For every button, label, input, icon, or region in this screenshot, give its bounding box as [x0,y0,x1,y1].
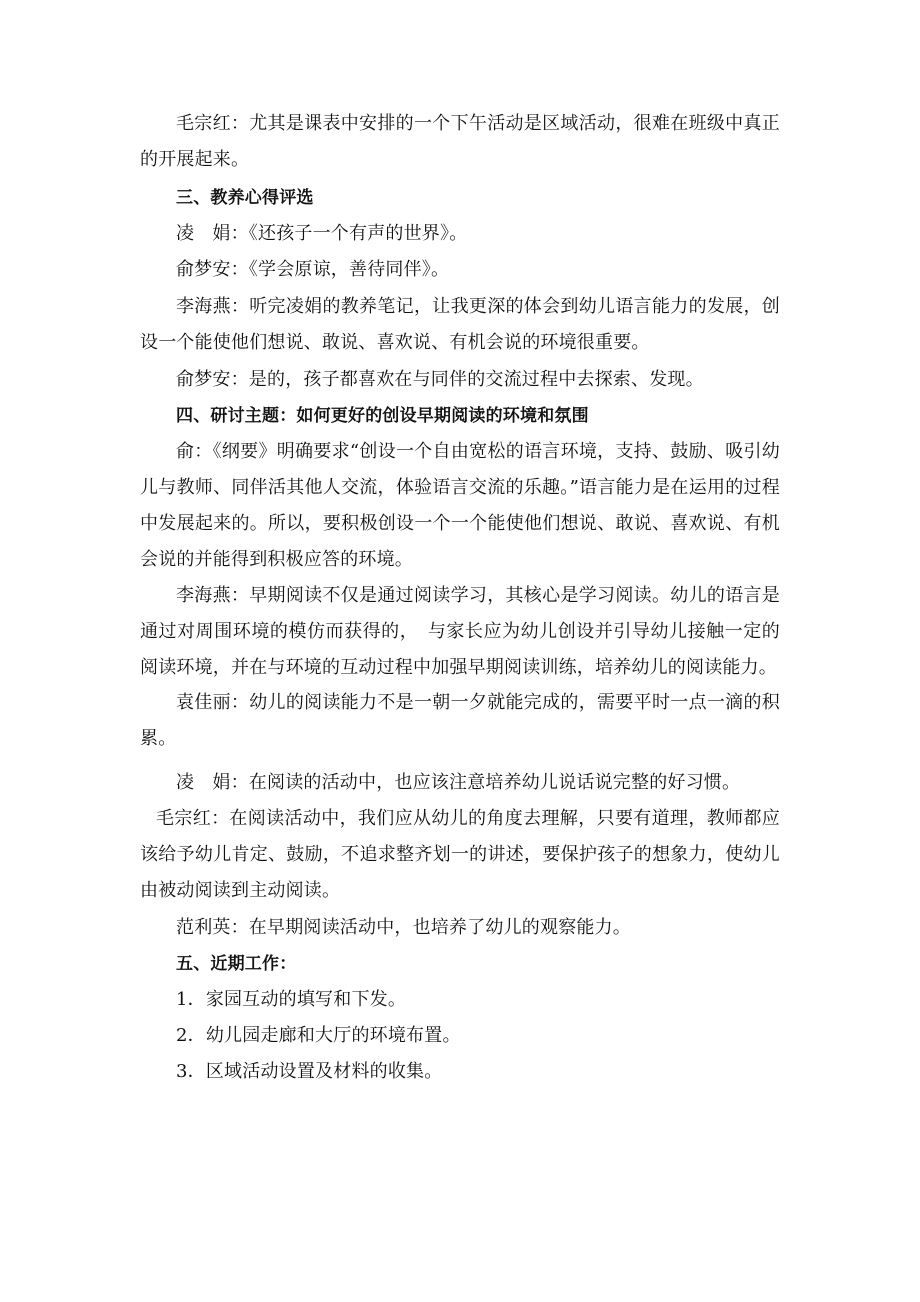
paragraph-mao-2: 毛宗红：在阅读活动中，我们应从幼儿的角度去理解，只要有道理，教师都应该给予幼儿肯定、鼓励，不追求整齐划一的讲述，要保护孩子的想象力，使幼儿由被动阅读到主动阅读。 [140,808,780,901]
paragraph-yu-1: 俞梦安：《学会原谅，善待同伴》。 [176,259,450,280]
paragraph-mao-1: 毛宗红：尤其是课表中安排的一个下午活动是区域活动，很难在班级中真正的开展起来。 [140,113,780,170]
paragraph-yu-3: 俞：《纲要》明确要求“创设一个自由宽松的语言环境，支持、鼓励、吸引幼儿与教师、同伴活其他人交流，体验语言交流的乐趣。”语言能力是在运用的过程中发展起来的。所以，要积极创设一个一个能使他们想说、敢说、喜欢说、有机会说的并能得到积极应答的环境。 [140,441,780,570]
paragraph-li-2: 李海燕：早期阅读不仅是通过阅读学习，其核心是学习阅读。幼儿的语言是通过对周围环境的模仿而获得的， 与家长应为幼儿创设并引导幼儿接触一定的阅读环境，并在与环境的互动过程中加强早期阅读训练，培养幼儿的阅读能力。 [140,585,780,678]
paragraph-fan-1: 范利英：在早期阅读活动中，也培养了幼儿的观察能力。 [176,917,631,938]
list-item-2: 2．幼儿园走廊和大厅的环境布置。 [176,1025,461,1046]
section-heading-3: 三、教养心得评选 [176,188,314,208]
section-heading-5: 五、近期工作： [176,954,297,974]
paragraph-yuan-1: 袁佳丽：幼儿的阅读能力不是一朝一夕就能完成的，需要平时一点一滴的积累。 [140,692,780,749]
paragraph-ling-2: 凌 娟：在阅读的活动中，也应该注意培养幼儿说话说完整的好习惯。 [176,772,741,793]
section-heading-4: 四、研讨主题：如何更好的创设早期阅读的环境和氛围 [176,406,589,426]
list-item-3: 3．区域活动设置及材料的收集。 [176,1061,443,1082]
paragraph-yu-2: 俞梦安：是的，孩子都喜欢在与同伴的交流过程中去探索、发现。 [176,369,704,390]
paragraph-li-1: 李海燕：听完凌娟的教养笔记，让我更深的体会到幼儿语言能力的发展，创设一个能使他们想说、敢说、喜欢说、有机会说的环境很重要。 [140,296,780,353]
paragraph-ling-1: 凌 娟：《还孩子一个有声的世界》。 [176,223,468,244]
list-item-1: 1．家园互动的填写和下发。 [176,989,407,1010]
